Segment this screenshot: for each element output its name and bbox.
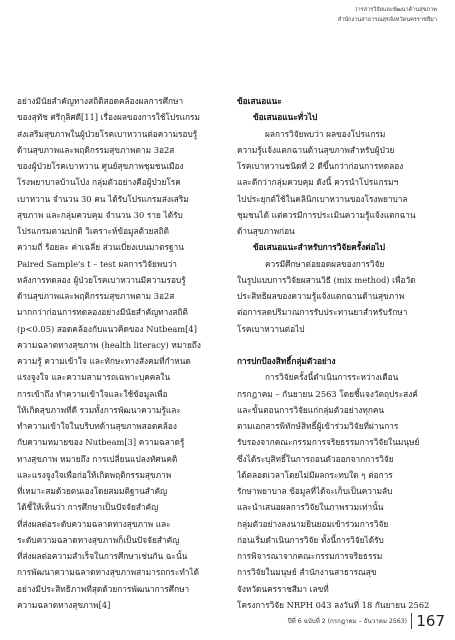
body-line: ที่เหมาะสมด้วยตนเองโดยสมมติฐานสำคัญ xyxy=(17,486,168,496)
body-line: ต่อการลดปริมาณการรับประทานยาสำหรับรักษา xyxy=(237,307,408,318)
body-line: และแรงจูงใจเพื่อก่อให้เกิดพฤติกรรมสุขภาพ xyxy=(17,469,172,480)
journal-subtitle: สำนักงานสาธารณสุขจังหวัดนครราชสีมา xyxy=(337,17,437,23)
body-line: โรคเบาหวานต่อไป xyxy=(237,323,305,334)
body-line: ด้านสุขภาพและพฤติกรรมสุขภาพตาม 3อ2ส xyxy=(17,291,175,301)
body-line: โรงพยาบาลบ้านโป่ง กลุ่มตัวอย่างคือผู้ป่วยโรค xyxy=(17,177,181,188)
body-line: อย่างมีนัยสำคัญทางสถิติสอดคล้องผลการศึกษา xyxy=(17,96,184,106)
page-footer xyxy=(288,612,445,630)
body-line: เบาหวาน จำนวน 30 คน ได้รับโปรแกรมส่งเสริม xyxy=(17,193,189,204)
right-column xyxy=(237,93,435,613)
body-line: หลังการทดลอง ผู้ป่วยโรคเบาหวานมีความรอบรู้ xyxy=(17,274,186,285)
body-line: สุขภาพ และกลุ่มควบคุม จำนวน 30 ราย ได้รับ xyxy=(17,209,183,220)
body-line: กรกฎาคม – กันยายน 2563 โดยชี้แจงวัตถุประสงค์ xyxy=(237,388,418,399)
body-line: ไปประยุกต์ใช้ในคลินิกเบาหวานของโรงพยาบาล xyxy=(237,193,408,204)
body-line: การพัฒนาความฉลาดทางสุขภาพสามารถกระทำได้ xyxy=(17,567,200,578)
body-line: ชุมชนได้ แต่ควรมีการประเมินความรู้แจ้งแตกฉาน xyxy=(237,209,416,220)
body-line: Paired Sample's t – test ผลการวิจัยพบว่า xyxy=(17,258,177,269)
next-research-heading: ข้อเสนอแนะสำหรับการวิจัยครั้งต่อไป xyxy=(253,242,385,253)
body-line: มากกว่าก่อนการทดลองอย่างมีนัยสำคัญทางสถิติ xyxy=(17,307,188,318)
section-gap xyxy=(237,337,435,353)
body-line: การวิจัยครั้งนี้ดำเนินการระหว่างเดือน xyxy=(265,372,399,383)
body-line: แรงจูงใจ และความสามารถเฉพาะบุคคลใน xyxy=(17,372,171,383)
body-line: การพิจารณาจากคณะกรรมการจริยธรรม xyxy=(237,551,383,561)
body-line: ให้เกิดสุขภาพที่ดี รวมทั้งการพัฒนาความรู้และ xyxy=(17,404,181,415)
body-line: การวิจัยในมนุษย์ สำนักงานสาธารณสุข xyxy=(237,567,377,578)
body-line: ความฉลาดทางสุขภาพ[4] xyxy=(17,599,111,610)
body-line: โครงการวิจัย NRPH 043 ลงวันที่ 18 กันยายน 2562 xyxy=(237,599,430,610)
general-suggestions-heading: ข้อเสนอแนะทั่วไป xyxy=(253,112,318,123)
body-line: ความรู้แจ้งแตกฉานด้านสุขภาพสำหรับผู้ป่วย xyxy=(237,144,395,155)
body-line: ในรูปแบบการวิจัยผสานวิธี (mix method) เพื่อวัด xyxy=(237,274,416,285)
journal-title: วารสารวิจัยและพัฒนาด้านสุขภาพ xyxy=(354,7,437,13)
body-line: กลุ่มตัวอย่างลงนามยินยอมเข้าร่วมการวิจัย xyxy=(237,518,389,529)
body-line: ด้านสุขภาพก่อน xyxy=(237,226,295,236)
body-line: ของสุทัช ศรีกุลิศดี[11] เรื่องผลของการใช้โปรแกรม xyxy=(17,112,200,123)
body-line: ความรู้ ความเข้าใจ และทักษะทางสังคมที่กำหนด xyxy=(17,356,191,366)
body-line: อย่างมีประสิทธิภาพที่สุดด้วยการพัฒนาการศึกษา xyxy=(17,583,190,594)
journal-header xyxy=(338,5,437,25)
body-line: โรคเบาหวานชนิดที่ 2 ดีขึ้นกว่าก่อนการทดลอง xyxy=(237,161,404,171)
footer-divider xyxy=(411,613,412,629)
ethics-heading: การปกป้องสิทธิ์กลุ่มตัวอย่าง xyxy=(237,356,336,366)
body-line: ได้ตลอดเวลาโดยไม่มีผลกระทบใด ๆ ต่อการ xyxy=(237,469,393,480)
body-line: ที่ส่งผลต่อความสำเร็จในการศึกษาเช่นกัน ฉะนั้น xyxy=(17,551,188,561)
body-line: ก่อนเริ่มดำเนินการวิจัย ทั้งนี้การวิจัยได้รับ xyxy=(237,534,384,545)
body-line: และนำเสนอผลการวิจัยในภาพรวมเท่านั้น xyxy=(237,502,384,513)
body-line: และดีกว่ากลุ่มควบคุม ดังนี้ ควรนำโปรแกรมฯ xyxy=(237,177,399,188)
page-number: 167 xyxy=(416,612,445,630)
left-column xyxy=(17,93,213,613)
body-line: ของผู้ป่วยโรคเบาหวาน ศูนย์สุขภาพชุมชนเมือง xyxy=(17,161,184,171)
body-line: ระดับความฉลาดทางสุขภาพก็เป็นปัจจัยสำคัญ xyxy=(17,534,180,545)
body-line: ความฉลาดทางสุขภาพ (health literacy) หมายถึง xyxy=(17,339,201,350)
body-line: ผลการวิจัยพบว่า ผลของโปรแกรม xyxy=(265,128,386,139)
issue-info: ปีที่ 6 ฉบับที่ 2 (กรกฎาคม – ธันวาคม 2563) xyxy=(287,618,408,625)
body-line: ตามเอกสารพิทักษ์สิทธิ์ผู้เข้าร่วมวิจัยที่ผ่านการ xyxy=(237,421,399,431)
body-line: รับรองจากคณะกรรมการจริยธรรมการวิจัยในมนุษย์ xyxy=(237,437,420,448)
body-line: ด้านสุขภาพและพฤติกรรมสุขภาพตาม 3อ2ส xyxy=(17,144,175,155)
body-line: กับความหมายของ Nutbeam[3] ความฉลาดรู้ xyxy=(17,437,185,448)
body-line: โปรแกรมตามปกติ วิเคราะห์ข้อมูลด้วยสถิติ xyxy=(17,226,169,236)
body-line: (p<0.05) สอดคล้องกับแนวคิดของ Nutbeam[4] xyxy=(17,323,197,334)
body-line: ทำความเข้าใจในบริบทด้านสุขภาพสอดคล้อง xyxy=(17,421,177,431)
body-line: จังหวัดนครราชสีมา เลขที่ xyxy=(237,583,329,594)
body-line: ประสิทธิผลของความรู้แจ้งแตกฉานด้านสุขภาพ xyxy=(237,291,405,301)
suggestions-heading: ข้อเสนอแนะ xyxy=(237,96,282,106)
body-line: การเข้าถึง ทำความเข้าใจและใช้ข้อมูลเพื่อ xyxy=(17,388,168,399)
body-line: ส่งเสริมสุขภาพในผู้ป่วยโรคเบาหวานต่อความรอบรู้ xyxy=(17,128,198,139)
body-line: รักษาพยาบาล ข้อมูลที่ได้จะเก็บเป็นความลับ xyxy=(237,486,393,496)
body-line: ที่ส่งผลต่อระดับความฉลาดทางสุขภาพ และ xyxy=(17,518,171,529)
body-line: ควรมีศึกษาต่อยอดผลของการวิจัย xyxy=(265,258,385,269)
body-line: และขั้นตอนการวิจัยแก่กลุ่มตัวอย่างทุกคน xyxy=(237,404,385,415)
body-line: ได้ชี้ให้เห็นว่า การศึกษาเป็นปัจจัยสำคัญ xyxy=(17,502,159,513)
body-line: ทางสุขภาพ หมายถึง การเปลี่ยนแปลงทัศนคติ xyxy=(17,453,178,464)
body-line: ซึ่งได้ระบุสิทธิ์ในการถอนตัวออกจากการวิจัย xyxy=(237,453,394,464)
body-line: ความถี่ ร้อยละ ค่าเฉลี่ย ส่วนเบี่ยงเบนมาตรฐาน xyxy=(17,242,184,253)
